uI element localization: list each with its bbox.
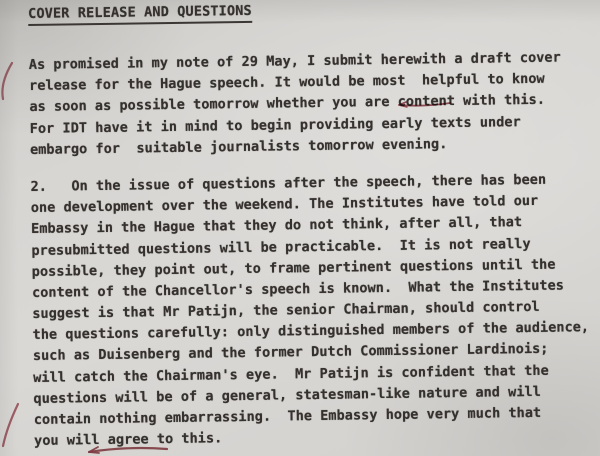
typed-line: questions will be of a general, statesman-like nature and will [33, 383, 541, 407]
typed-line: will catch the Chairman's eye. Mr Patijn is confident that the [33, 362, 549, 386]
margin-tick-icon [2, 63, 12, 99]
typed-line: the questions carefully: only distinguished members of the audience, [32, 319, 590, 344]
document-heading: COVER RELEASE AND QUESTIONS [28, 3, 252, 26]
typed-line: presubmitted questions will be practicable. It is not really [31, 235, 531, 259]
margin-tick-icon [3, 404, 18, 446]
typed-line: embargo for suitable journalists tomorrow evening. [29, 135, 448, 158]
typed-line: one development over the weekend. The Institutes have told our [30, 193, 539, 217]
typed-line: possible, they point out, to frame pertinent questions until the [31, 256, 556, 280]
paragraph-1 [29, 47, 587, 161]
typed-line: 2. On the issue of questions after the speech, there has been [30, 171, 547, 195]
typed-text-block [28, 0, 591, 452]
typed-line: you will agree to this. [33, 430, 223, 450]
typed-line: As promised in my note of 29 May, I submit herewith a draft cover [28, 49, 561, 73]
typed-line: content of the Chancellor's speech is known. What the Institutes [31, 277, 565, 301]
paragraph-2 [30, 169, 590, 452]
typed-line: suggest is that Mr Patijn, the senior Chairman, should control [32, 298, 540, 323]
typed-line: For IDT have it in mind to begin providing early texts under [29, 113, 521, 137]
typed-line: Embassy in the Hague that they do not think, after all, that [31, 214, 523, 238]
typed-line: as soon as possible tomorrow whether you are content with this. [29, 92, 546, 116]
typed-line: contain nothing embarrassing. The Embassy hope very much that [33, 404, 542, 428]
typed-line: such as Duisenberg and the former Dutch Commissioner Lardinois; [32, 341, 549, 365]
typed-line: release for the Hague speech. It would be most helpful to know [29, 70, 545, 95]
